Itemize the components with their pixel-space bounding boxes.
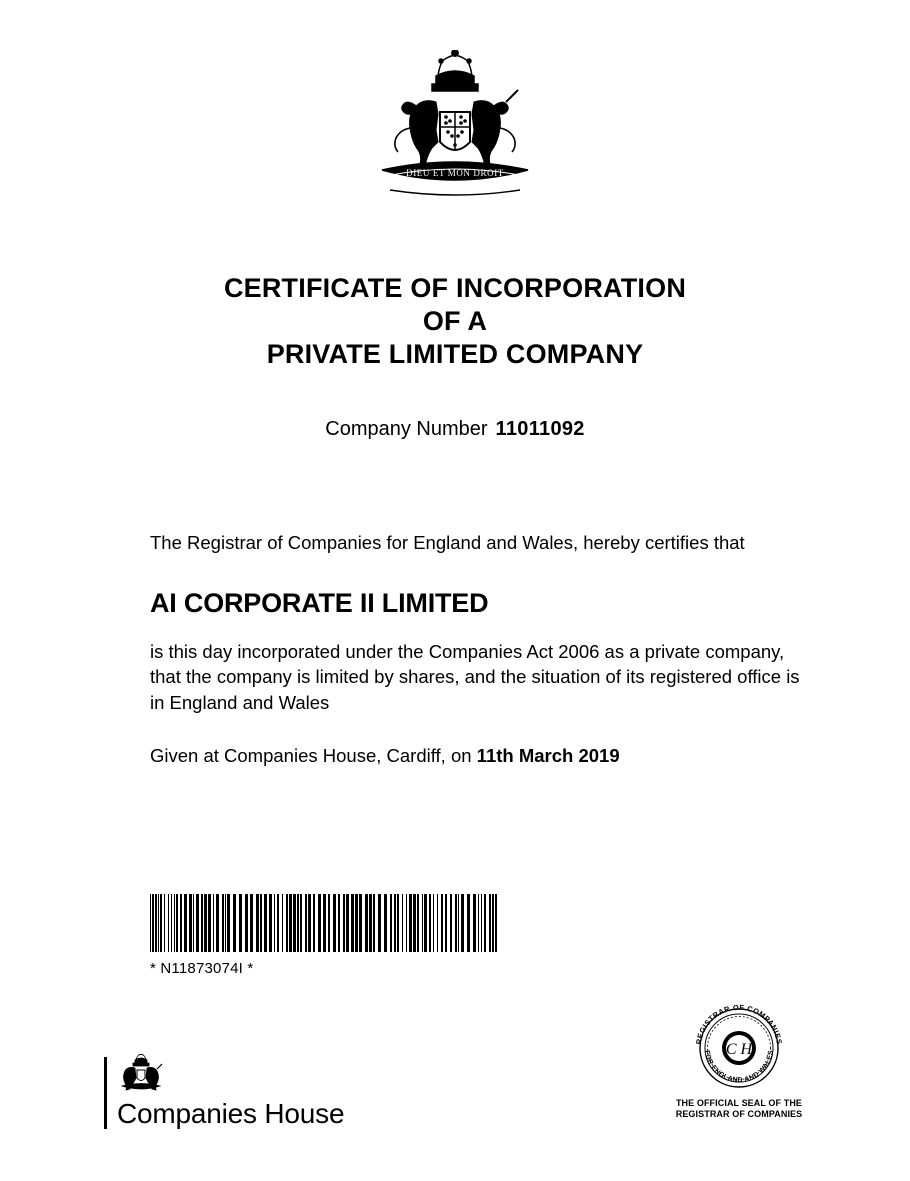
intro-paragraph: The Registrar of Companies for England and Wales, hereby certifies that xyxy=(150,532,745,553)
main-paragraph: is this day incorporated under the Companies Act 2006 as a private company, that the company is limited by shares, and the situation of its registered office is in England and Wales xyxy=(150,640,800,713)
royal-coat-of-arms-icon xyxy=(0,50,910,213)
title-line-2: OF A xyxy=(422,306,488,336)
given-paragraph xyxy=(150,743,810,769)
seal-caption-line-1: THE OFFICIAL SEAL OF THE xyxy=(675,1098,803,1108)
official-seal-icon xyxy=(664,1000,814,1095)
title-line-3: PRIVATE LIMITED COMPANY xyxy=(266,339,644,369)
companies-house-name: Companies House xyxy=(117,1098,345,1129)
company-number-row xyxy=(0,418,910,441)
official-seal-block xyxy=(664,1000,814,1120)
barcode-block xyxy=(150,894,499,977)
seal-caption-line-2: REGISTRAR OF COMPANIES xyxy=(675,1109,803,1119)
seal-ring-bottom: FOR ENGLAND AND WALES xyxy=(703,1049,775,1085)
page-title xyxy=(0,272,910,371)
companies-house-logo xyxy=(104,1054,344,1129)
companies-house-crest-icon xyxy=(119,1054,163,1097)
seal-caption xyxy=(664,1098,814,1120)
title-line-1: CERTIFICATE OF INCORPORATION xyxy=(223,273,687,303)
given-prefix: Given at Companies House, Cardiff, on xyxy=(150,745,477,766)
company-number-label: Company Number xyxy=(325,418,488,440)
company-number-value: 11011092 xyxy=(495,418,585,440)
certificate-body xyxy=(150,530,810,769)
barcode-text: * N11873074I * xyxy=(150,960,254,977)
barcode-icon xyxy=(150,894,499,952)
company-name: AI CORPORATE II LIMITED xyxy=(150,587,489,618)
crest-motto: DIEU ET MON DROIT xyxy=(406,168,504,178)
given-date: 11th March 2019 xyxy=(476,745,620,766)
seal-center-monogram: C H xyxy=(725,1041,753,1058)
seal-ring-top: REGISTRAR OF COMPANIES xyxy=(694,1002,784,1046)
logo-rule xyxy=(104,1057,107,1129)
